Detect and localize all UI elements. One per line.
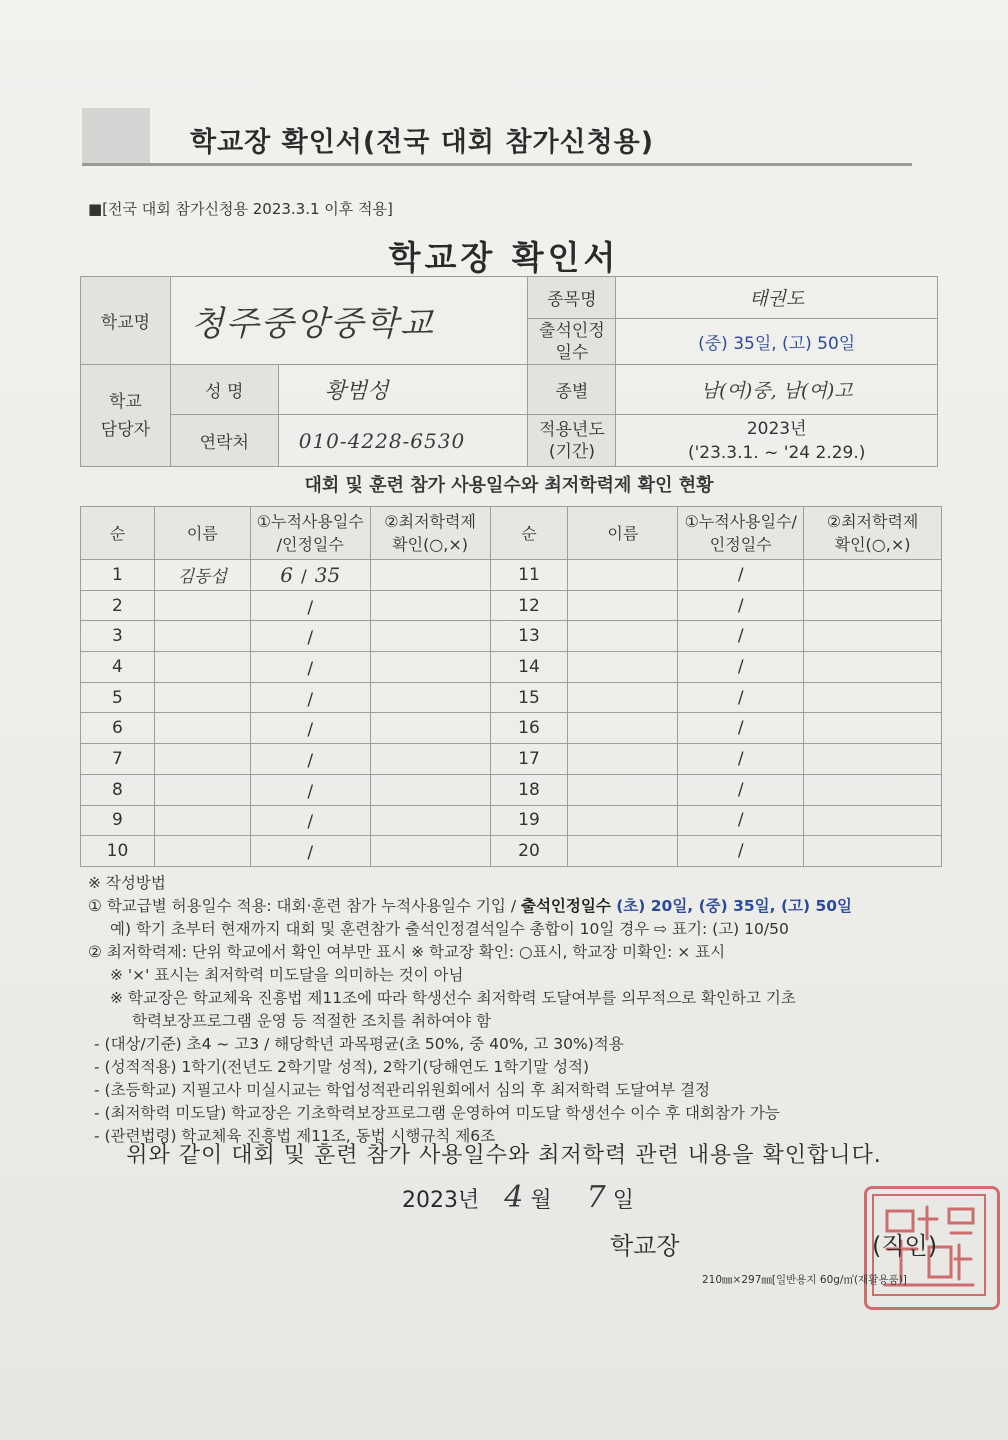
header-check-left [370,507,490,560]
row-name-cell: 김동섭 [154,560,250,591]
attendance-label-line1: 출석인정 [539,320,605,341]
row-no-cell: 4 [81,652,155,683]
days-slash: / [307,812,314,833]
row-check-cell [370,682,490,713]
row-no-cell: 7 [81,744,155,775]
contact-label: 연락처 [170,415,278,467]
year-label-line1: 적용년도 [539,419,605,440]
row-no-cell: 6 [81,713,155,744]
row-check-cell [370,590,490,621]
row-check-cell [804,590,942,621]
banner-gray-box [82,108,150,164]
row-name-cell [568,836,678,867]
event-label: 종목명 [528,277,616,319]
row-no-cell: 3 [81,621,155,652]
seal-mark-label: (직인) [872,1232,938,1260]
header-check-left-line2: 확인(○,×) [392,535,469,554]
manager-label [81,365,171,467]
detail-2: - (성적적용) 1학기(전년도 2학기말 성적), 2학기(당해연도 1학기말 성적) [94,1058,590,1076]
event-value: 태권도 [616,277,938,319]
days-slash: / [300,566,307,587]
row-days-cell: / [678,621,804,652]
row-name-cell [568,682,678,713]
row-no-cell: 9 [81,805,155,836]
gender-label: 종별 [528,365,616,415]
row-days-cell [250,774,370,805]
header-check-left-line1: ②최저학력제 [384,512,476,531]
row-no-cell: 18 [490,774,568,805]
table-row [81,590,942,621]
days-allowed: 35 [314,562,341,587]
row-days-cell [250,682,370,713]
detail-4: - (최저학력 미도달) 학교장은 기초학력보장프로그램 운영하여 미도달 학생선수 이수 후 대회참가 가능 [94,1104,780,1122]
row-no-cell: 17 [490,744,568,775]
header-days-left-line1: ①누적사용일수 [256,512,364,531]
row-name-cell [568,621,678,652]
row-days-cell: / [678,713,804,744]
contact-handwriting: 010-4228-6530 [298,428,466,453]
row-days-cell: / [678,805,804,836]
row-days-cell [250,805,370,836]
table-row [81,805,942,836]
roster-body [81,560,942,867]
header-days-left-line2: /인정일수 [276,535,344,554]
date-day-unit: 일 [612,1188,634,1213]
banner-underline [82,163,912,166]
detail-1: - (대상/기준) 초4 ~ 고3 / 해당학년 과목평균(초 50%, 중 40%, 고 30%)적용 [94,1035,624,1053]
date-month-unit: 월 [530,1188,552,1213]
row-no-cell: 12 [490,590,568,621]
attendance-label-line2: 일수 [555,342,589,363]
note-1-example: 예) 학기 초부터 현재까지 대회 및 훈련참가 출석인정결석일수 총합이 10일 경우 ⇨ 표기: (고) 10/50 [110,920,789,938]
row-check-cell [804,774,942,805]
row-check-cell [804,560,942,591]
row-days-cell: / [678,652,804,683]
days-slash: / [307,658,314,679]
row-check-cell [370,713,490,744]
days-slash: / [307,750,314,771]
row-days-cell [250,560,370,591]
row-check-cell [804,621,942,652]
row-no-cell: 10 [81,836,155,867]
row-name-cell [154,774,250,805]
section-title: 대회 및 훈련 참가 사용일수와 최저학력제 확인 현황 [80,466,938,507]
row-no-cell: 1 [81,560,155,591]
days-slash: / [307,689,314,710]
row-check-cell [804,836,942,867]
school-name-handwriting: 청주중앙중학교 [190,304,435,344]
header-days-left [250,507,370,560]
table-row [81,621,942,652]
row-name-cell [568,713,678,744]
row-name-cell [154,713,250,744]
row-days-cell [250,590,370,621]
row-check-cell [370,805,490,836]
name-value [278,365,528,415]
note-1-days: (초) 20일, (중) 35일, (고) 50일 [610,897,853,915]
name-label: 성 명 [170,365,278,415]
header-days-right [678,507,804,560]
instructions [88,872,958,1148]
table-row [81,713,942,744]
date-month: 4 [504,1180,524,1215]
row-no-cell: 2 [81,590,155,621]
row-days-cell [250,836,370,867]
note-2-b2: 학력보장프로그램 운영 등 적절한 조치를 취하여야 함 [132,1012,491,1030]
contact-value [278,415,528,467]
gender-value: 남(여)중, 남(여)고 [616,365,938,415]
note-1-text: ① 학교급별 허용일수 적용: 대회·훈련 참가 누적사용일수 기입 / [88,897,521,915]
row-days-cell: / [678,590,804,621]
note-2-b1: ※ 학교장은 학교체육 진흥법 제11조에 따라 학생선수 최저학력 도달여부를 의무적으로 확인하고 기초 [110,989,796,1007]
year-period: ('23.3.1. ~ '24 2.29.) [687,442,866,463]
principal-label: 학교장 [610,1232,680,1260]
row-check-cell [370,621,490,652]
header-check-right-line2: 확인(○,×) [834,535,911,554]
days-slash: / [307,843,314,864]
row-days-cell [250,621,370,652]
row-days-cell [250,744,370,775]
header-days-right-line1: ①누적사용일수/ [684,512,797,531]
row-name-cell [154,682,250,713]
header-check-right-line1: ②최저학력제 [826,512,919,531]
row-check-cell [804,744,942,775]
attendance-value: (중) 35일, (고) 50일 [616,319,938,365]
days-used: 6 [280,562,293,587]
table-row [81,744,942,775]
header-name-right: 이름 [568,507,678,560]
row-name-cell [154,652,250,683]
row-check-cell [370,560,490,591]
row-check-cell [804,805,942,836]
roster-table [80,506,942,867]
row-days-cell: / [678,560,804,591]
row-no-cell: 19 [490,805,568,836]
row-no-cell: 5 [81,682,155,713]
row-name-cell [568,560,678,591]
manager-label-line1: 학교 [109,391,142,412]
row-no-cell: 14 [490,652,568,683]
row-days-cell: / [678,744,804,775]
notes-heading: ※ 작성방법 [88,874,166,892]
year-value [616,415,938,467]
row-check-cell [370,744,490,775]
row-name-cell [568,805,678,836]
year-label [528,415,616,467]
info-table [80,276,938,467]
row-name-cell [568,652,678,683]
row-no-cell: 15 [490,682,568,713]
header-check-right [804,507,942,560]
row-no-cell: 16 [490,713,568,744]
row-check-cell [370,652,490,683]
date-day: 7 [586,1180,606,1215]
days-slash: / [307,781,314,802]
manager-name-handwriting: 황범성 [324,379,389,404]
school-label: 학교명 [81,277,171,365]
row-no-cell: 11 [490,560,568,591]
table-row [81,652,942,683]
detail-5: - (관련법령) 학교체육 진흥법 제11조, 동법 시행규칙 제6조 [94,1127,496,1145]
roster-header-row [81,507,942,560]
row-days-cell: / [678,774,804,805]
row-no-cell: 20 [490,836,568,867]
note-1-bold: 출석인정일수 [520,897,611,915]
row-check-cell [370,774,490,805]
table-row [81,836,942,867]
row-name-cell [568,774,678,805]
row-name-cell [154,590,250,621]
row-days-cell [250,713,370,744]
row-check-cell [804,652,942,683]
header-no-left: 순 [81,507,155,560]
days-slash: / [307,628,314,649]
paper-spec-note: 210㎜×297㎜[일반용지 60g/㎡(재활용품)] [702,1274,907,1286]
table-row [81,774,942,805]
banner-title: 학교장 확인서(전국 대회 참가신청용) [190,127,655,158]
row-name-cell [154,805,250,836]
table-row [81,682,942,713]
row-check-cell [804,682,942,713]
row-name-cell [154,744,250,775]
year-value-line1: 2023년 [746,418,807,439]
table-row [81,560,942,591]
row-days-cell: / [678,836,804,867]
form-subnote: ■[전국 대회 참가신청용 2023.3.1 이후 적용] [88,200,393,218]
header-days-right-line2: 인정일수 [709,535,772,554]
signature-date [402,1180,634,1215]
row-name-cell [154,836,250,867]
confirmation-text: 위와 같이 대회 및 훈련 참가 사용일수와 최저학력 관련 내용을 확인합니다. [126,1143,882,1168]
row-days-cell: / [678,682,804,713]
row-check-cell [370,836,490,867]
note-1 [88,895,958,918]
header-name-left: 이름 [154,507,250,560]
row-name-cell [568,744,678,775]
note-2: ② 최저학력제: 단위 학교에서 확인 여부만 표시 ※ 학교장 확인: ○표시, 학교장 미확인: × 표시 [88,943,726,961]
school-value [170,277,528,365]
row-check-cell [804,713,942,744]
days-slash: / [307,720,314,741]
main-title: 학교장 확인서 [388,238,620,277]
days-slash: / [307,597,314,618]
row-no-cell: 8 [81,774,155,805]
date-year: 2023년 [402,1188,480,1213]
manager-label-line2: 담당자 [100,419,151,440]
attendance-label [528,319,616,365]
year-label-line2: (기간) [548,441,595,462]
row-name-cell [154,621,250,652]
header-no-right: 순 [490,507,568,560]
row-days-cell [250,652,370,683]
row-name-cell [568,590,678,621]
detail-3: - (초등학교) 지필고사 미실시교는 학업성적관리위원회에서 심의 후 최저학력 도달여부 결정 [94,1081,711,1099]
note-2-a: ※ '×' 표시는 최저학력 미도달을 의미하는 것이 아님 [110,966,464,984]
row-no-cell: 13 [490,621,568,652]
